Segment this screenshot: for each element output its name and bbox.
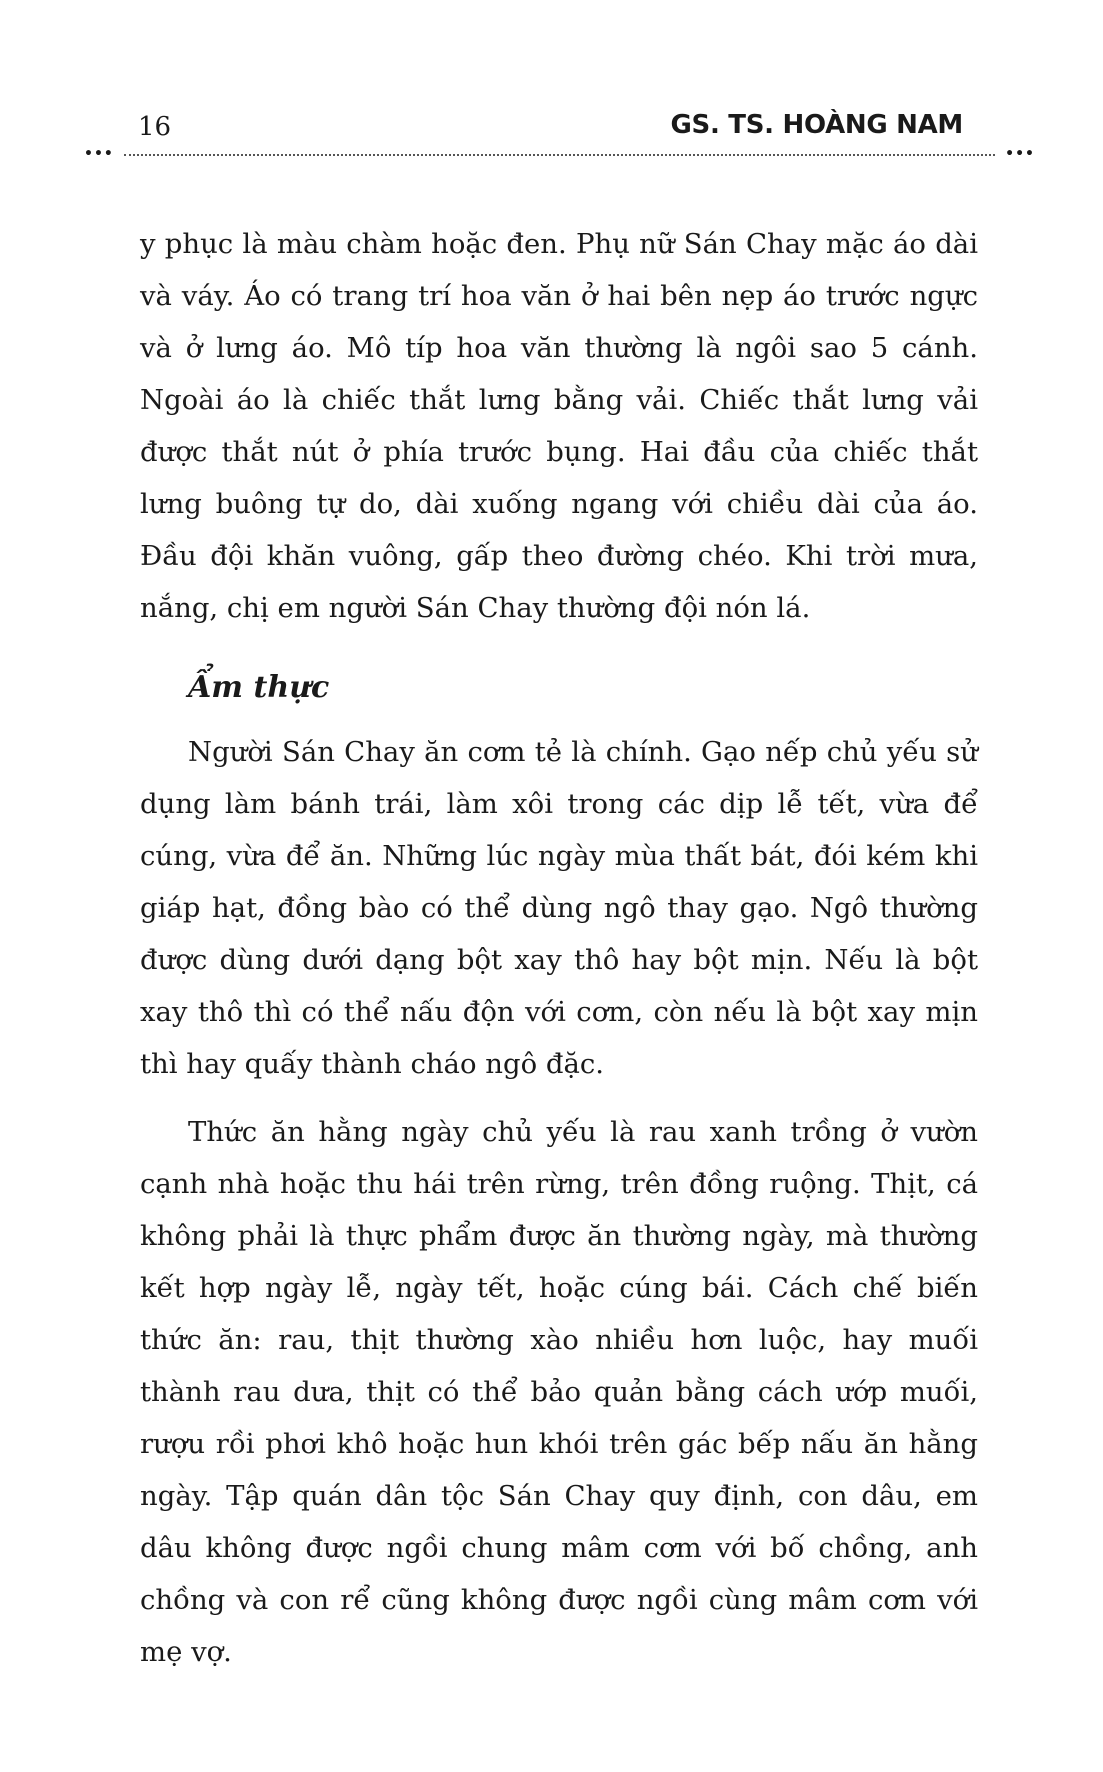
page-body [140, 218, 978, 1678]
paragraph-continuation: y phục là màu chàm hoặc đen. Phụ nữ Sán Chay mặc áo dài và váy. Áo có trang trí hoa văn ở hai bên nẹp áo trước ngực và ở lưng áo. Mô típ hoa văn thường là ngôi sao 5 cánh. Ngoài áo là chiếc thắt lưng bằng vải. Chiếc thắt lưng vải được thắt nút ở phía trước bụng. Hai đầu của chiếc thắt lưng buông tự do, dài xuống ngang với chiều dài của áo. Đầu đội khăn vuông, gấp theo đường chéo. Khi trời mưa, nắng, chị em người Sán Chay thường đội nón lá. [140, 228, 978, 624]
paragraph-daily-food: Thức ăn hằng ngày chủ yếu là rau xanh trồng ở vườn cạnh nhà hoặc thu hái trên rừng, trên đồng ruộng. Thịt, cá không phải là thực phẩm được ăn thường ngày, mà thường kết hợp ngày lễ, ngày tết, hoặc cúng bái. Cách chế biến thức ăn: rau, thịt thường xào nhiều hơn luộc, hay muối thành rau dưa, thịt có thể bảo quản bằng cách ướp muối, rượu rồi phơi khô hoặc hun khói trên gác bếp nấu ăn hằng ngày. Tập quán dân tộc Sán Chay quy định, con dâu, em dâu không được ngồi chung mâm cơm với bố chồng, anh chồng và con rể cũng không được ngồi cùng mâm cơm với mẹ vợ. [140, 1116, 978, 1668]
paragraph-cuisine-staples: Người Sán Chay ăn cơm tẻ là chính. Gạo nếp chủ yếu sử dụng làm bánh trái, làm xôi trong các dịp lễ tết, vừa để cúng, vừa để ăn. Những lúc ngày mùa thất bát, đói kém khi giáp hạt, đồng bào có thể dùng ngô thay gạo. Ngô thường được dùng dưới dạng bột xay thô hay bột mịn. Nếu là bột xay thô thì có thể nấu độn với cơm, còn nếu là bột xay mịn thì hay quấy thành cháo ngô đặc. [140, 736, 978, 1080]
section-heading: Ẩm thực [188, 670, 330, 705]
ornament-dots-right: ••• [1005, 146, 1035, 162]
running-head-author: GS. TS. HOÀNG NAM [670, 110, 963, 140]
page-number: 16 [138, 112, 172, 142]
header-divider [84, 148, 1035, 160]
ornament-dots-left: ••• [84, 146, 114, 162]
page-header [138, 108, 963, 148]
dotted-rule [124, 154, 995, 156]
